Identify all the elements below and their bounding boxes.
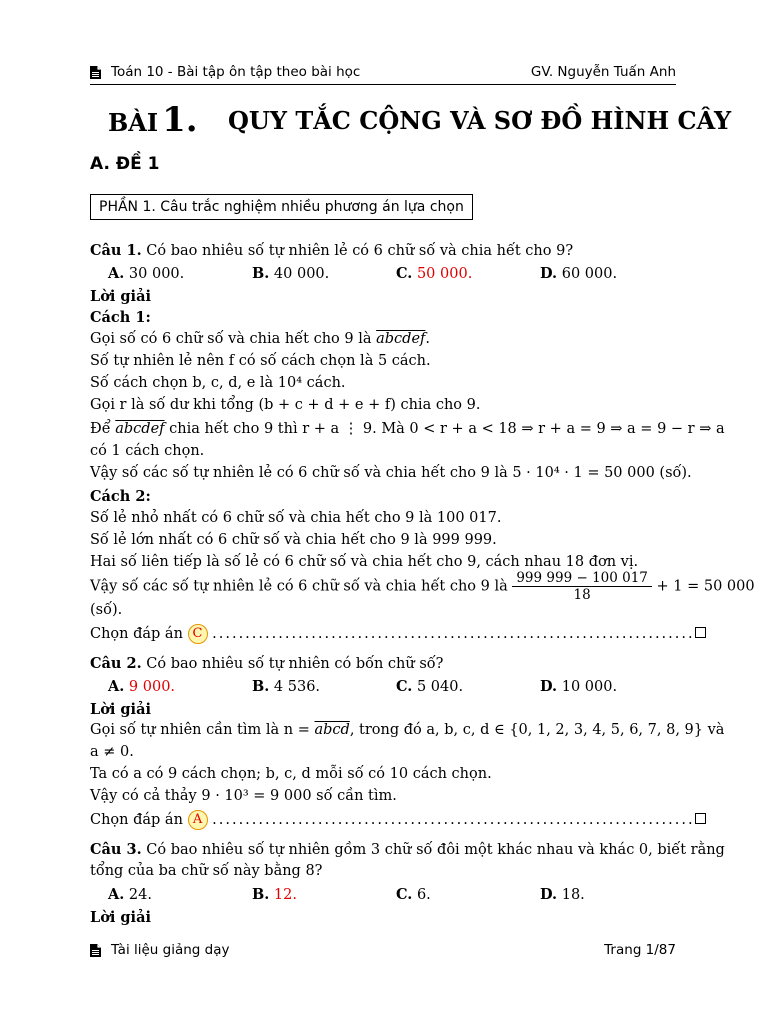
q3-option-a: A. 24. bbox=[108, 886, 152, 903]
q1-stem bbox=[90, 242, 573, 259]
q2-line1: Gọi số tự nhiên cần tìm là n = abcd, trong đó a, b, c, d ∈ {0, 1, 2, 3, 4, 5, 6, 7, 8, 9} và bbox=[90, 722, 725, 738]
lesson-title bbox=[108, 100, 732, 140]
q2-line4: Vậy có cả thảy 9 · 10³ = 9 000 số cần tìm. bbox=[90, 788, 397, 804]
q2-solution-heading: Lời giải bbox=[90, 701, 151, 718]
section-title: A. ĐỀ 1 bbox=[90, 154, 160, 174]
document-icon bbox=[90, 944, 101, 957]
q1-answer-circle: C bbox=[188, 624, 208, 644]
q3-option-b: B. 12. bbox=[252, 886, 297, 903]
q2-option-c: C. 5 040. bbox=[396, 678, 464, 695]
q2-stem: Câu 2. Có bao nhiêu số tự nhiên có bốn chữ số? bbox=[90, 655, 444, 672]
q1-line5: Để abcdef chia hết cho 9 thì r + a ⋮ 9. Mà 0 < r + a < 18 ⇒ r + a = 9 ⇒ a = 9 − r ⇒ a bbox=[90, 421, 725, 437]
q3-solution-heading: Lời giải bbox=[90, 909, 151, 926]
q1-label: Câu 1. bbox=[90, 242, 142, 259]
q1-line1: Gọi số có 6 chữ số và chia hết cho 9 là abcdef. bbox=[90, 331, 431, 347]
q3-option-d: D. 18. bbox=[540, 886, 585, 903]
q1-line4: Gọi r là số dư khi tổng (b + c + d + e + f) chia cho 9. bbox=[90, 397, 481, 413]
title-number: 1. bbox=[162, 100, 198, 140]
q1-way1: Cách 1: bbox=[90, 309, 151, 326]
q1-way2: Cách 2: bbox=[90, 488, 151, 505]
page-number: Trang 1/87 bbox=[604, 942, 676, 958]
page-header bbox=[90, 62, 676, 82]
header-rule bbox=[90, 84, 676, 85]
q2-line3: Ta có a có 9 cách chọn; b, c, d mỗi số có 10 cách chọn. bbox=[90, 766, 492, 782]
q2-choose: Chọn đáp án A ......................................................................... bbox=[90, 810, 676, 830]
q1-fraction: $\frac{999 999 - 100 017}{18}$ bbox=[512, 570, 652, 603]
q1-option-c: C. 50 000. bbox=[396, 265, 473, 282]
q3-stem-cont: tổng của ba chữ số này bằng 8? bbox=[90, 863, 323, 879]
q1-line8: Số lẻ nhỏ nhất có 6 chữ số và chia hết cho 9 là 100 017. bbox=[90, 510, 502, 526]
title-name: QUY TẮC CỘNG VÀ SƠ ĐỒ HÌNH CÂY bbox=[228, 106, 732, 135]
q2-line2: a ≠ 0. bbox=[90, 744, 134, 760]
q1-line2: Số tự nhiên lẻ nên f có số cách chọn là 5 cách. bbox=[90, 353, 431, 369]
q3-option-c: C. 6. bbox=[396, 886, 431, 903]
header-author: GV. Nguyễn Tuấn Anh bbox=[530, 64, 676, 80]
q1-line3: Số cách chọn b, c, d, e là 10⁴ cách. bbox=[90, 375, 346, 391]
q2-option-a: A. 9 000. bbox=[108, 678, 176, 695]
end-box-icon bbox=[695, 813, 706, 824]
q3-stem: Câu 3. Có bao nhiêu số tự nhiên gồm 3 chữ số đôi một khác nhau và khác 0, biết rằng bbox=[90, 841, 725, 858]
q1-line6: có 1 cách chọn. bbox=[90, 443, 205, 459]
q2-option-d: D. 10 000. bbox=[540, 678, 618, 695]
q1-line11: Vậy số các số tự nhiên lẻ có 6 chữ số và chia hết cho 9 là $\frac{999 999 - 100 017}{18}$ + 1 = 50 000 bbox=[90, 570, 755, 603]
end-box-icon bbox=[695, 627, 706, 638]
q2-answer-circle: A bbox=[188, 810, 208, 830]
q2-option-b: B. 4 536. bbox=[252, 678, 321, 695]
document-icon bbox=[90, 66, 101, 79]
q1-option-d: D. 60 000. bbox=[540, 265, 618, 282]
q1-option-a: A. 30 000. bbox=[108, 265, 185, 282]
part-heading: PHẦN 1. Câu trắc nghiệm nhiều phương án lựa chọn bbox=[90, 194, 473, 220]
q1-choose: Chọn đáp án C ......................................................................... bbox=[90, 624, 676, 644]
header-course: Toán 10 - Bài tập ôn tập theo bài học bbox=[111, 64, 361, 80]
q1-line7: Vậy số các số tự nhiên lẻ có 6 chữ số và chia hết cho 9 là 5 · 10⁴ · 1 = 50 000 (số). bbox=[90, 465, 692, 481]
q1-option-b: B. 40 000. bbox=[252, 265, 330, 282]
q1-line10: Hai số liên tiếp là số lẻ có 6 chữ số và chia hết cho 9, cách nhau 18 đơn vị. bbox=[90, 554, 639, 570]
q1-text: Có bao nhiêu số tự nhiên lẻ có 6 chữ số và chia hết cho 9? bbox=[146, 243, 574, 259]
q1-solution-heading: Lời giải bbox=[90, 288, 151, 305]
q1-line9: Số lẻ lớn nhất có 6 chữ số và chia hết cho 9 là 999 999. bbox=[90, 532, 497, 548]
footer-label: Tài liệu giảng dạy bbox=[111, 942, 230, 958]
q1-line12: (số). bbox=[90, 602, 123, 618]
title-prefix: BÀI bbox=[108, 108, 159, 137]
